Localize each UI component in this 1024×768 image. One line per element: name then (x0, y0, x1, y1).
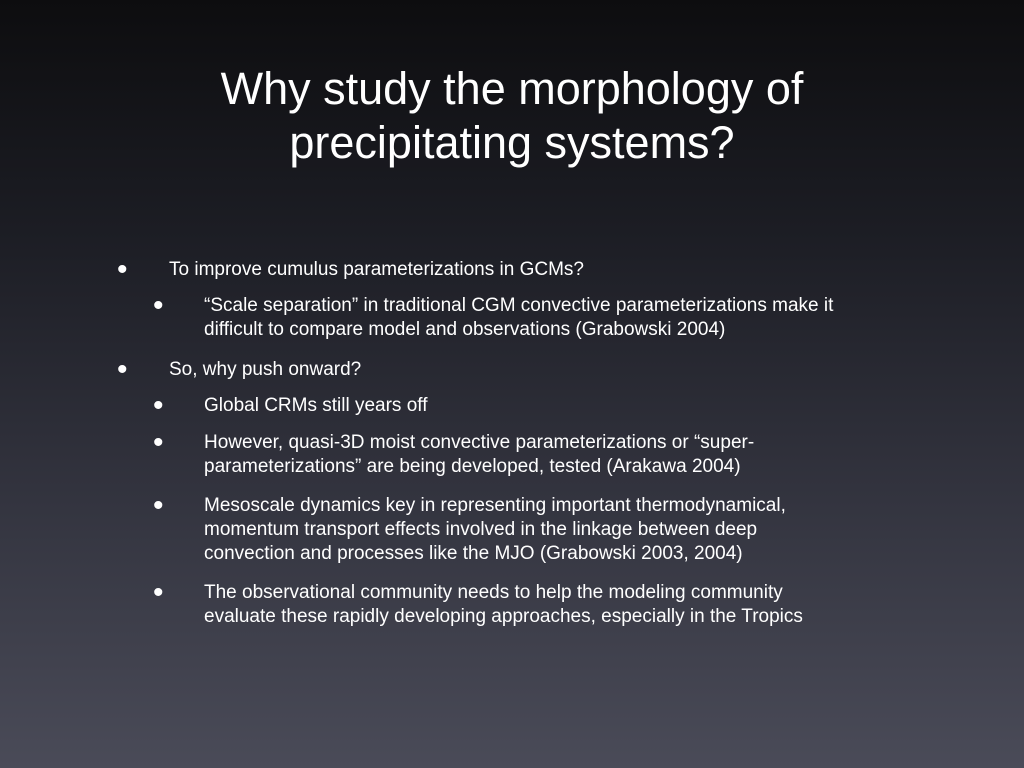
text-line: “Scale separation” in traditional CGM convective parameterizations make it (204, 295, 834, 316)
sub-bullet-text (204, 394, 904, 418)
text-line: momentum transport effects involved in the linkage between deep (204, 519, 758, 540)
text-line: convection and processes like the MJO (Grabowski 2003, 2004) (204, 543, 743, 564)
bullet-text: So, why push onward? (169, 359, 362, 380)
text-line: Global CRMs still years off (204, 395, 428, 416)
bullet-icon: • (117, 353, 128, 386)
title-line: Why study the morphology of (220, 63, 804, 114)
title-line: precipitating systems? (289, 117, 735, 168)
text-line: The observational community needs to help the modeling community (204, 582, 783, 603)
text-line: evaluate these rapidly developing approaches, especially in the Tropics (204, 606, 803, 627)
bullet-icon: • (117, 253, 128, 286)
bullet-icon: • (153, 489, 164, 522)
text-line: Mesoscale dynamics key in representing important thermodynamical, (204, 495, 786, 516)
sub-bullet-text (204, 294, 904, 342)
sub-bullet-text (204, 431, 904, 479)
text-line: However, quasi-3D moist convective parameterizations or “super- (204, 432, 755, 453)
text-line: parameterizations” are being developed, tested (Arakawa 2004) (204, 456, 741, 477)
sub-bullet-text (204, 494, 904, 566)
sub-bullet-text (204, 581, 904, 629)
bullet-text: To improve cumulus parameterizations in GCMs? (169, 259, 584, 280)
text-line: difficult to compare model and observations (Grabowski 2004) (204, 319, 726, 340)
bullet-icon: • (153, 289, 164, 322)
bullet-icon: • (153, 576, 164, 609)
bullet-icon: • (153, 426, 164, 459)
bullet-icon: • (153, 389, 164, 422)
